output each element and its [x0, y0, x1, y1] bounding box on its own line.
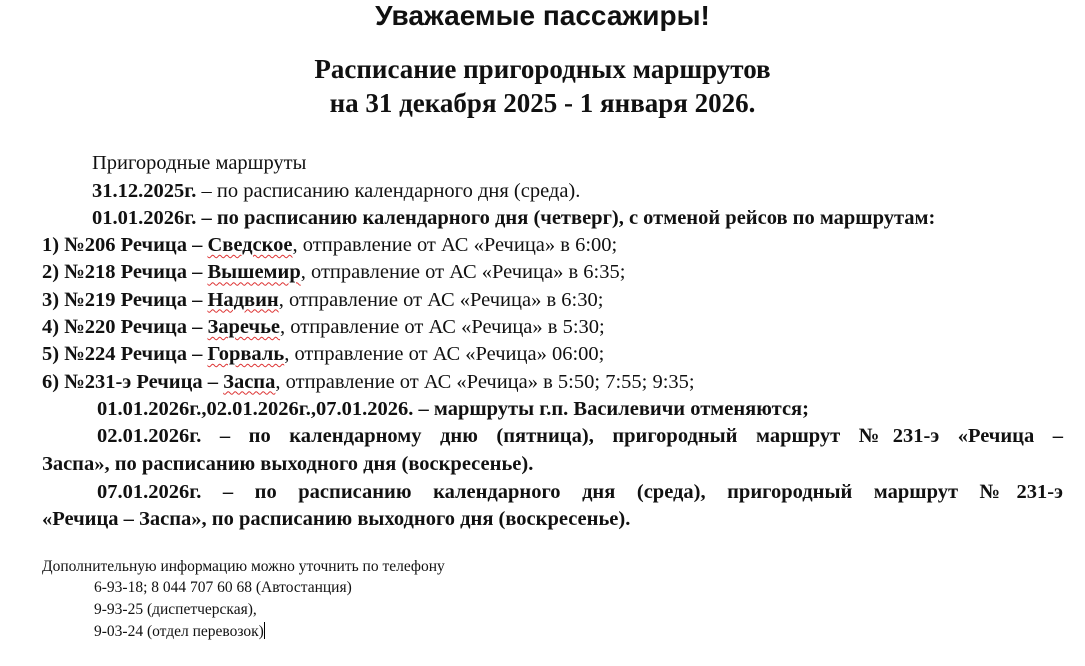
route-departure: , отправление от АС «Речица» в 6:35;: [300, 261, 626, 284]
page-title: Уважаемые пассажиры!: [375, 0, 710, 31]
route-number: 2) №218 Речица –: [42, 261, 208, 284]
day-line: [92, 207, 935, 230]
route-item: [42, 289, 603, 312]
route-departure: , отправление от АС «Речица» в 5:50; 7:55; 9:35;: [275, 370, 695, 393]
route-number: 5) №224 Речица –: [42, 343, 208, 366]
footer-intro: Дополнительную информацию можно уточнить по телефону: [42, 558, 445, 575]
route-number: 6) №231-э Речица –: [42, 370, 224, 393]
schedule-title: Расписание пригородных маршрутов: [314, 54, 771, 84]
route-destination: Сведское: [207, 234, 293, 256]
day-line: [92, 180, 580, 203]
note-jan7: 07.01.2026г. – по расписанию календарного дня (среда), пригородный маршрут №231-э: [97, 481, 1063, 503]
text-cursor: [264, 622, 265, 639]
phone-dispatcher: 9-93-25 (диспетчерская),: [94, 601, 257, 618]
route-destination: Вышемир: [207, 261, 301, 284]
note-jan2-cont: Заспа», по расписанию выходного дня (воскресенье).: [42, 453, 534, 475]
note-cancel-vasilevichi: 01.01.2026г.,02.01.2026г.,07.01.2026. – маршруты г.п. Василевичи отменяются;: [97, 398, 809, 420]
day-date: 31.12.2025г.: [92, 180, 197, 202]
day-text: – по расписанию календарного дня (среда).: [196, 180, 581, 202]
section-heading: Пригородные маршруты: [92, 152, 307, 174]
route-item: [42, 371, 695, 394]
note-jan7-cont: «Речица – Заспа», по расписанию выходного дня (воскресенье).: [42, 508, 631, 530]
route-item: [42, 316, 605, 339]
route-departure: , отправление от АС «Речица» в 5:30;: [280, 315, 605, 338]
phone-transport-dept: [94, 622, 265, 641]
route-departure: , отправление от АС «Речица» 06:00;: [284, 343, 605, 366]
route-departure: , отправление от АС «Речица» в 6:30;: [278, 288, 604, 311]
route-number: 4) №220 Речица –: [42, 315, 208, 338]
route-destination: Заречье: [207, 315, 281, 338]
route-item: [42, 234, 617, 257]
route-destination: Заспа: [223, 370, 276, 393]
route-item: [42, 261, 625, 284]
route-destination: Надвин: [207, 288, 279, 311]
schedule-dates: на 31 декабря 2025 - 1 января 2026.: [329, 88, 756, 118]
day-date: 01.01.2026г. – по расписанию календарного дня (четверг), с отменой рейсов по маршрутам:: [92, 207, 936, 229]
route-departure: , отправление от АС «Речица» в 6:00;: [292, 234, 618, 256]
route-number: 1) №206 Речица –: [42, 234, 208, 256]
route-destination: Горваль: [207, 343, 285, 366]
phone-transport-dept-text: 9-03-24 (отдел перевозок): [94, 623, 264, 640]
note-jan2: 02.01.2026г. – по календарному дню (пятница), пригородный маршрут №231-э «Речица –: [97, 425, 1063, 447]
route-item: [42, 343, 604, 366]
route-number: 3) №219 Речица –: [42, 288, 208, 311]
phone-bus-station: 6-93-18; 8 044 707 60 68 (Автостанция): [94, 579, 352, 596]
